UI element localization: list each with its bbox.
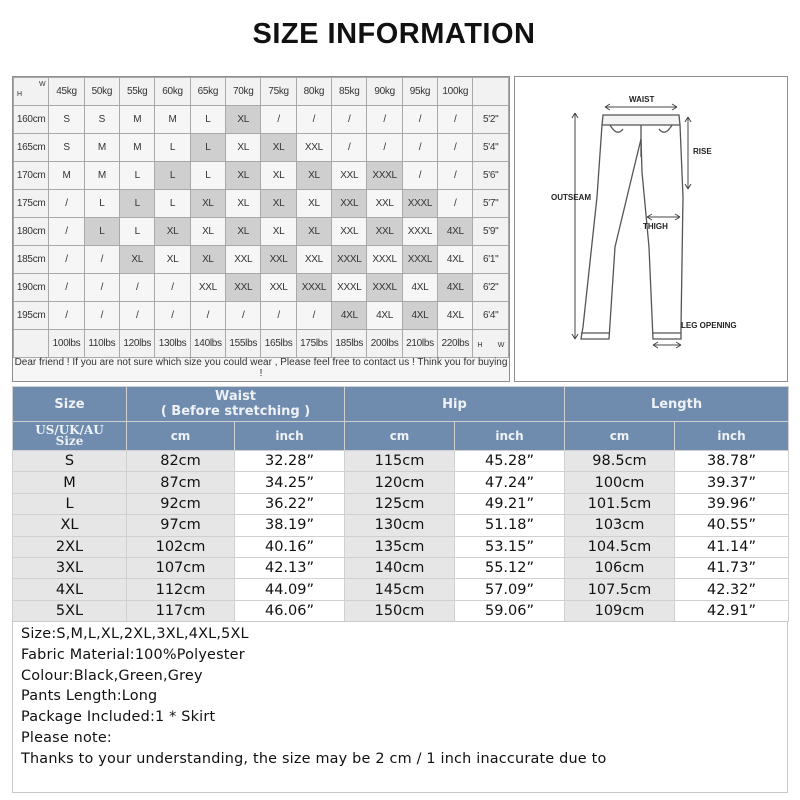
grid-weight-lbs: 185lbs [332, 330, 367, 358]
corner-height-label: H [17, 91, 22, 98]
hip-inch-cell: 55.12” [455, 557, 565, 578]
waist-inch-cell: 44.09” [235, 579, 345, 600]
grid-size-cell: XL [190, 218, 225, 246]
grid-size-cell: 4XL [332, 302, 367, 330]
size-grid [12, 76, 510, 382]
grid-height-ft: 6'1" [473, 246, 509, 274]
hip-header: Hip [345, 387, 565, 422]
grid-blank [14, 330, 49, 358]
grid-size-cell: XL [296, 190, 331, 218]
hip-inch-cell: 51.18” [455, 515, 565, 536]
grid-size-cell: 4XL [402, 274, 437, 302]
grid-size-cell: XXXL [402, 246, 437, 274]
grid-size-cell: XL [226, 190, 261, 218]
grid-size-cell: XXXL [367, 162, 402, 190]
length-cm-cell: 106cm [565, 557, 675, 578]
measurement-row [13, 472, 789, 493]
grid-weight-lbs: 200lbs [367, 330, 402, 358]
grid-size-cell: L [120, 162, 155, 190]
length-cm-cell: 103cm [565, 515, 675, 536]
waist-cm-cell: 112cm [127, 579, 235, 600]
hip-cm-cell: 115cm [345, 451, 455, 472]
grid-corner-bottom [473, 330, 509, 358]
grid-size-cell: XXXL [332, 274, 367, 302]
grid-size-cell: / [120, 302, 155, 330]
waist-header-note: ( Before stretching ) [160, 404, 311, 419]
corner-height-label-bottom: H [477, 342, 483, 349]
size-cell: 2XL [13, 536, 127, 557]
grid-size-cell: XXL [367, 218, 402, 246]
grid-weight-lbs: 220lbs [438, 330, 473, 358]
size-cell: M [13, 472, 127, 493]
grid-size-cell: XXL [296, 246, 331, 274]
grid-size-cell: / [190, 302, 225, 330]
hip-cm-cell: 120cm [345, 472, 455, 493]
info-line: Package Included:1 * Skirt [21, 709, 216, 726]
waist-cm-cell: 97cm [127, 515, 235, 536]
length-inch-cell: 42.91” [675, 600, 789, 621]
grid-size-cell: XXL [332, 218, 367, 246]
grid-size-cell: XXL [190, 274, 225, 302]
grid-weight-kg: 80kg [296, 78, 331, 106]
length-cm-cell: 104.5cm [565, 536, 675, 557]
grid-size-cell: / [155, 302, 190, 330]
size-subheader-label: Size [55, 434, 84, 448]
hip-cm-cell: 145cm [345, 579, 455, 600]
hip-inch-cell: 45.28” [455, 451, 565, 472]
grid-weight-kg: 100kg [438, 78, 473, 106]
waist-inch-cell: 32.28” [235, 451, 345, 472]
grid-weight-lbs: 120lbs [120, 330, 155, 358]
grid-size-cell: XL [155, 246, 190, 274]
info-line: Colour:Black,Green,Grey [21, 667, 203, 684]
grid-size-cell: L [155, 134, 190, 162]
length-inch-cell: 42.32” [675, 579, 789, 600]
hip-cm-cell: 140cm [345, 557, 455, 578]
hip-inch-cell: 57.09” [455, 579, 565, 600]
grid-row [14, 190, 509, 218]
grid-height-cm: 180cm [14, 218, 49, 246]
waist-cm-cell: 102cm [127, 536, 235, 557]
grid-row [14, 134, 509, 162]
grid-size-cell: 4XL [438, 274, 473, 302]
waist-cm-cell: 92cm [127, 493, 235, 514]
waist-cm-cell: 87cm [127, 472, 235, 493]
grid-row [14, 302, 509, 330]
grid-size-cell: L [120, 190, 155, 218]
grid-size-cell: / [438, 106, 473, 134]
info-line: Size:S,M,L,XL,2XL,3XL,4XL,5XL [21, 626, 249, 642]
grid-size-cell: M [49, 162, 84, 190]
grid-size-cell: XXL [226, 246, 261, 274]
grid-size-cell: XL [296, 162, 331, 190]
grid-size-cell: XXL [332, 162, 367, 190]
grid-size-cell: XL [226, 106, 261, 134]
grid-size-cell: XXXL [367, 246, 402, 274]
grid-height-ft: 6'2" [473, 274, 509, 302]
size-header: Size [13, 387, 127, 422]
waist-inch-cell: 36.22” [235, 493, 345, 514]
grid-row [14, 218, 509, 246]
length-inch-cell: 41.14” [675, 536, 789, 557]
grid-size-cell: XL [261, 190, 296, 218]
grid-size-cell: M [155, 106, 190, 134]
grid-weight-kg: 50kg [84, 78, 119, 106]
grid-size-cell: L [155, 190, 190, 218]
grid-size-cell: / [49, 190, 84, 218]
grid-weight-lbs: 140lbs [190, 330, 225, 358]
size-cell: 5XL [13, 600, 127, 621]
grid-size-cell: XL [226, 134, 261, 162]
grid-size-cell: / [84, 274, 119, 302]
measurement-table [12, 386, 789, 622]
measurement-row [13, 515, 789, 536]
waist-cm-cell: 117cm [127, 600, 235, 621]
grid-size-cell: L [190, 162, 225, 190]
hip-cm-header: cm [345, 422, 455, 451]
grid-height-ft: 5'7" [473, 190, 509, 218]
grid-size-cell: XXL [226, 274, 261, 302]
grid-row [14, 246, 509, 274]
waist-inch-cell: 42.13” [235, 557, 345, 578]
grid-size-cell: XXXL [402, 190, 437, 218]
hip-cm-cell: 150cm [345, 600, 455, 621]
grid-weight-lbs: 210lbs [402, 330, 437, 358]
page-title: SIZE INFORMATION [252, 18, 536, 50]
waist-inch-header: inch [235, 422, 345, 451]
grid-size-cell: / [402, 162, 437, 190]
grid-weight-lbs: 110lbs [84, 330, 119, 358]
grid-height-ft: 6'4" [473, 302, 509, 330]
info-line: Please note: [21, 729, 112, 746]
grid-weight-kg: 75kg [261, 78, 296, 106]
measurement-row [13, 600, 789, 621]
grid-size-cell: / [49, 218, 84, 246]
grid-weight-lbs: 175lbs [296, 330, 331, 358]
grid-height-ft: 5'4" [473, 134, 509, 162]
waist-header [127, 387, 345, 422]
hip-inch-cell: 49.21” [455, 493, 565, 514]
waist-inch-cell: 40.16” [235, 536, 345, 557]
hip-cm-cell: 125cm [345, 493, 455, 514]
length-inch-cell: 39.37” [675, 472, 789, 493]
grid-size-cell: / [261, 106, 296, 134]
corner-weight-label-bottom: W [497, 342, 504, 349]
length-inch-cell: 41.73” [675, 557, 789, 578]
grid-weight-kg: 85kg [332, 78, 367, 106]
waist-cm-cell: 107cm [127, 557, 235, 578]
grid-size-cell: XXL [261, 274, 296, 302]
grid-weight-lbs: 100lbs [49, 330, 84, 358]
grid-weight-kg: 70kg [226, 78, 261, 106]
grid-size-cell: / [84, 246, 119, 274]
grid-weight-kg [473, 78, 509, 106]
grid-size-cell: XXL [367, 190, 402, 218]
measurement-row [13, 579, 789, 600]
grid-size-cell: S [84, 106, 119, 134]
size-cell: S [13, 451, 127, 472]
grid-height-cm: 170cm [14, 162, 49, 190]
grid-size-cell: L [190, 134, 225, 162]
grid-size-cell: / [438, 190, 473, 218]
length-cm-cell: 109cm [565, 600, 675, 621]
grid-size-cell: M [120, 134, 155, 162]
grid-size-cell: XXXL [402, 218, 437, 246]
grid-height-cm: 185cm [14, 246, 49, 274]
product-info [12, 621, 788, 793]
grid-size-cell: L [84, 218, 119, 246]
grid-row [14, 274, 509, 302]
grid-weight-kg: 55kg [120, 78, 155, 106]
grid-note: Dear friend ! If you are not sure which size you could wear , Please feel free to contact us ! Think you for buying ! [14, 357, 508, 379]
hip-inch-cell: 47.24” [455, 472, 565, 493]
measurement-row [13, 536, 789, 557]
grid-size-cell: M [120, 106, 155, 134]
grid-size-cell: / [49, 302, 84, 330]
waist-header-title: Waist [214, 389, 257, 404]
info-line: Thanks to your understanding, the size may be 2 cm / 1 inch inaccurate due to [21, 750, 607, 767]
grid-row [14, 162, 509, 190]
pants-diagram [514, 76, 788, 382]
grid-size-cell: / [332, 134, 367, 162]
grid-size-cell: / [402, 134, 437, 162]
grid-size-cell: 4XL [402, 302, 437, 330]
waist-inch-cell: 34.25” [235, 472, 345, 493]
grid-size-cell: L [190, 106, 225, 134]
grid-size-cell: XXL [261, 246, 296, 274]
size-subheader [13, 422, 127, 451]
length-cm-cell: 101.5cm [565, 493, 675, 514]
grid-size-cell: XXXL [367, 274, 402, 302]
grid-size-cell: XL [261, 218, 296, 246]
length-cm-cell: 107.5cm [565, 579, 675, 600]
grid-size-cell: / [155, 274, 190, 302]
grid-size-cell: XL [261, 162, 296, 190]
grid-size-cell: / [296, 302, 331, 330]
size-cell: 3XL [13, 557, 127, 578]
size-cell: XL [13, 515, 127, 536]
grid-height-ft: 5'9" [473, 218, 509, 246]
grid-size-cell: L [120, 218, 155, 246]
grid-height-ft: 5'6" [473, 162, 509, 190]
length-cm-cell: 100cm [565, 472, 675, 493]
grid-size-cell: XXL [332, 190, 367, 218]
grid-size-cell: XL [190, 190, 225, 218]
grid-size-cell: 4XL [438, 302, 473, 330]
grid-weight-kg: 45kg [49, 78, 84, 106]
waist-cm-header: cm [127, 422, 235, 451]
leg-opening-label: LEG OPENING [681, 321, 737, 330]
grid-size-cell: / [367, 134, 402, 162]
hip-cm-cell: 130cm [345, 515, 455, 536]
size-grid-table [13, 77, 509, 358]
grid-size-cell: XXXL [332, 246, 367, 274]
grid-size-cell: XL [190, 246, 225, 274]
grid-height-cm: 195cm [14, 302, 49, 330]
length-cm-cell: 98.5cm [565, 451, 675, 472]
grid-height-cm: 160cm [14, 106, 49, 134]
grid-size-cell: / [438, 162, 473, 190]
grid-height-ft: 5'2" [473, 106, 509, 134]
grid-size-cell: / [367, 106, 402, 134]
grid-size-cell: / [296, 106, 331, 134]
grid-size-cell: XL [261, 134, 296, 162]
size-cell: L [13, 493, 127, 514]
grid-row [14, 106, 509, 134]
corner-weight-label: W [39, 81, 46, 88]
grid-weight-kg: 90kg [367, 78, 402, 106]
grid-size-cell: XL [226, 162, 261, 190]
grid-size-cell: L [155, 162, 190, 190]
size-subheader-region: US/UK/AU [35, 423, 104, 437]
grid-size-cell: / [402, 106, 437, 134]
grid-size-cell: / [261, 302, 296, 330]
length-inch-cell: 38.78” [675, 451, 789, 472]
grid-size-cell: M [84, 162, 119, 190]
grid-weight-kg: 95kg [402, 78, 437, 106]
grid-size-cell: M [84, 134, 119, 162]
grid-size-cell: 4XL [367, 302, 402, 330]
grid-weight-lbs: 155lbs [226, 330, 261, 358]
grid-size-cell: / [332, 106, 367, 134]
waist-label: WAIST [629, 95, 655, 104]
info-line: Pants Length:Long [21, 688, 158, 705]
grid-height-cm: 190cm [14, 274, 49, 302]
hip-cm-cell: 135cm [345, 536, 455, 557]
hip-inch-cell: 53.15” [455, 536, 565, 557]
grid-height-cm: 165cm [14, 134, 49, 162]
waist-cm-cell: 82cm [127, 451, 235, 472]
grid-size-cell: S [49, 106, 84, 134]
grid-size-cell: / [84, 302, 119, 330]
grid-size-cell: 4XL [438, 246, 473, 274]
outseam-label: OUTSEAM [551, 193, 591, 202]
grid-corner [14, 78, 49, 106]
grid-size-cell: XL [120, 246, 155, 274]
hip-inch-header: inch [455, 422, 565, 451]
measurement-row [13, 451, 789, 472]
grid-size-cell: / [120, 274, 155, 302]
thigh-label: THIGH [643, 222, 668, 231]
info-line: Fabric Material:100%Polyester [21, 646, 245, 663]
grid-size-cell: S [49, 134, 84, 162]
grid-size-cell: 4XL [438, 218, 473, 246]
grid-height-cm: 175cm [14, 190, 49, 218]
rise-label: RISE [693, 147, 712, 156]
grid-size-cell: XXXL [296, 274, 331, 302]
length-inch-cell: 39.96” [675, 493, 789, 514]
grid-size-cell: XL [155, 218, 190, 246]
hip-inch-cell: 59.06” [455, 600, 565, 621]
grid-weight-lbs: 130lbs [155, 330, 190, 358]
length-inch-header: inch [675, 422, 789, 451]
grid-size-cell: XXL [296, 134, 331, 162]
length-cm-header: cm [565, 422, 675, 451]
grid-size-cell: L [84, 190, 119, 218]
waist-inch-cell: 46.06” [235, 600, 345, 621]
length-header: Length [565, 387, 789, 422]
length-inch-cell: 40.55” [675, 515, 789, 536]
grid-weight-kg: 60kg [155, 78, 190, 106]
grid-size-cell: / [49, 246, 84, 274]
grid-size-cell: / [438, 134, 473, 162]
grid-size-cell: / [49, 274, 84, 302]
measurement-row [13, 493, 789, 514]
grid-weight-lbs: 165lbs [261, 330, 296, 358]
grid-size-cell: / [226, 302, 261, 330]
waist-inch-cell: 38.19” [235, 515, 345, 536]
size-cell: 4XL [13, 579, 127, 600]
grid-size-cell: XL [226, 218, 261, 246]
grid-size-cell: XL [296, 218, 331, 246]
grid-weight-kg: 65kg [190, 78, 225, 106]
measurement-row [13, 557, 789, 578]
